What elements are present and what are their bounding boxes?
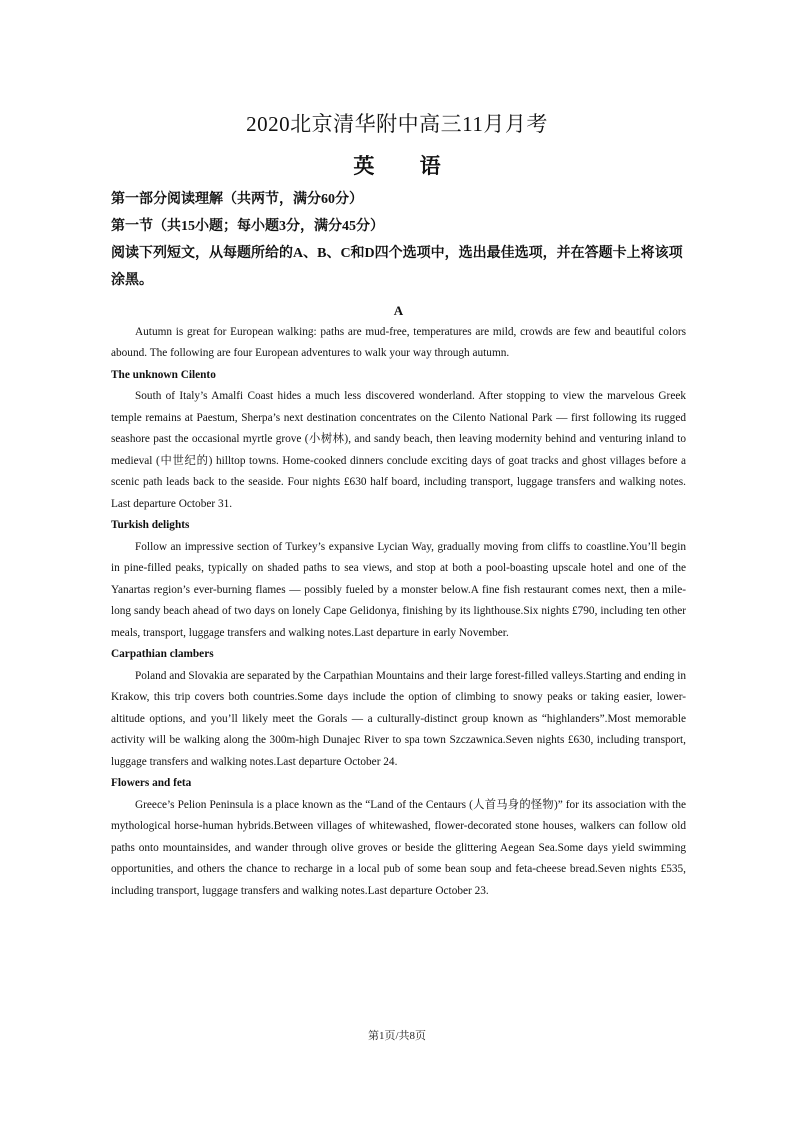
section-heading: 第一节（共15小题；每小题3分，满分45分）	[111, 219, 384, 234]
subject-title: 英 语	[353, 154, 441, 178]
instruction-text: 阅读下列短文，从每题所给的A、B、C和D四个选项中，选出最佳选项，并在答题卡上将该项涂黑。	[111, 246, 683, 288]
section-heading-flowers: Flowers and feta	[111, 777, 192, 789]
section-heading-carpathian: Carpathian clambers	[111, 648, 214, 660]
section-text-carpathian: Poland and Slovakia are separated by the Carpathian Mountains and their large forest-filled valleys.Starting and ending in Krakow, this trip covers both countries.Some days include the option of climbing to snowy peaks or taking easier, lower-altitude options, and you’ll likely meet the Gorals — a culturally-distinct group known as “highlanders”.Most memorable activity will be walking along the 300m-high Dunajec River to spa town Szczawnica.Seven nights £630, including transport, luggage transfers and walking notes.Last departure October 24.	[111, 669, 686, 768]
passage-lead: Autumn is great for European walking: paths are mud-free, temperatures are mild, crowds are few and beautiful colors abound. The following are four European adventures to walk your way through autumn.	[111, 325, 686, 359]
section-text-turkish: Follow an impressive section of Turkey’s expansive Lycian Way, gradually moving from cliffs to coastline.You’ll begin in pine-filled peaks, typically on shaded paths to sea views, and stop at both a pool-boasting upscale hotel and one of the Yanartas region’s ever-burning flames — possibly fueled by a monster below.A fine fish restaurant comes next, then a mile-long sandy beach ahead of two days on lonely Cape Gelidonya, finishing by its lighthouse.Six nights £790, including ten other meals, transport, luggage transfers and walking notes.Last departure in early November.	[111, 540, 686, 639]
section-text-flowers: Greece’s Pelion Peninsula is a place known as the “Land of the Centaurs (人首马身的怪物)” for its association with the mythological horse-human hybrids.Between villages of whitewashed, flower-decorated stone houses, walkers can follow old paths onto mountainsides, and wander through olive groves or beside the glittering Aegean Sea.Some days yield swimming opportunities, and others the chance to recharge in a local pub of some bean soup and feta-cheese bread.Seven nights £535, including transport, luggage transfers and walking notes.Last departure October 23.	[111, 798, 686, 897]
passage-letter: A	[393, 303, 404, 318]
instructions	[111, 186, 686, 294]
exam-title: 2020北京清华附中高三11月月考	[246, 112, 548, 136]
passage-a	[111, 300, 686, 902]
section-text-cilento: South of Italy’s Amalfi Coast hides a much less discovered wonderland. After stopping to view the marvelous Greek temple remains at Paestum, Sherpa’s next destination concentrates on the Cilento National Park — first following its rugged seashore past the occasional myrtle grove (小树林), and sandy beach, then leaving modernity behind and venturing inland to medieval (中世纪的) hilltop towns. Home-cooked dinners conclude exciting days of goat tracks and ghost villages before a scenic path leads back to the seaside. Four nights £630 half board, including transport, luggage transfers and walking notes. Last departure October 31.	[111, 390, 686, 510]
section-heading-turkish: Turkish delights	[111, 519, 190, 531]
part-heading: 第一部分阅读理解（共两节，满分60分）	[111, 192, 363, 207]
section-heading-cilento: The unknown Cilento	[111, 368, 216, 381]
page-number: 第1页/共8页	[367, 1030, 427, 1042]
